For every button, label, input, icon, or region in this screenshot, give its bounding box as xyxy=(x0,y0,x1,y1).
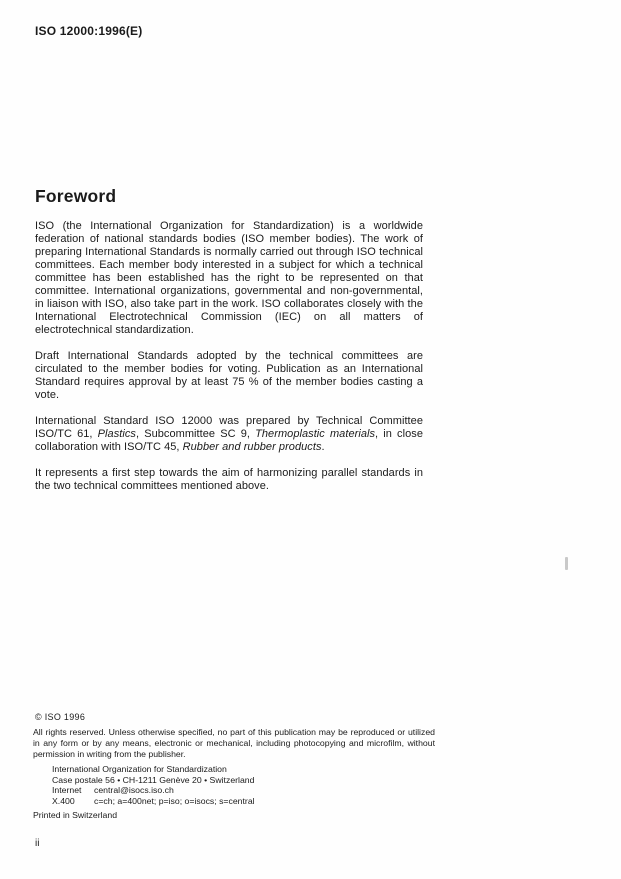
internet-email: central@isocs.iso.ch xyxy=(94,785,174,795)
foreword-body xyxy=(35,220,423,506)
committee-text-segment: , Subcommittee SC 9, xyxy=(135,428,256,440)
x400-address: c=ch; a=400net; p=iso; o=isocs; s=central xyxy=(94,795,255,806)
rights-statement: All rights reserved. Unless otherwise specified, no part of this publication may be reproduced or utilized in any form or by any means, electronic or mechanical, including photocopying and microfilm, without permission in writing from the publisher. xyxy=(33,727,435,759)
x400-label: X.400 xyxy=(52,795,75,806)
paragraph-committee xyxy=(35,415,423,454)
publisher-address-block xyxy=(52,764,255,806)
publisher-org-name: International Organization for Standardization xyxy=(52,764,227,774)
committee-text-segment: . xyxy=(321,441,325,453)
scan-artifact-mark xyxy=(565,557,568,570)
section-title: Foreword xyxy=(35,186,117,206)
publisher-x400-row xyxy=(52,796,255,807)
committee-name-plastics: Plastics xyxy=(97,428,136,440)
paragraph-harmonizing: It represents a first step towards the aim of harmonizing parallel standards in the two technical committees mentioned above. xyxy=(35,467,423,492)
paragraph-iso-intro: ISO (the International Organization for Standardization) is a worldwide federation of national standards bodies (ISO member bodies). The work of preparing International Standards is normally carried out through ISO technical committees. Each member body interested in a subject for which a technical committee has been established has the right to be represented on that committee. International organizations, governmental and non-governmental, in liaison with ISO, also take part in the work. ISO collaborates closely with the International Electrotechnical Commission (IEC) on all matters of electrotechnical standardization. xyxy=(35,220,423,336)
committee-text-segment: International Standard ISO 12000 was prepared by Technical Committee ISO/TC 61, xyxy=(35,415,423,440)
publisher-postal-address: Case postale 56 • CH-1211 Genève 20 • Switzerland xyxy=(52,774,255,785)
paragraph-draft-standards: Draft International Standards adopted by the technical committees are circulated to the member bodies for voting. Publication as an International Standard requires approval by at least 75 % of the member bodies casting a vote. xyxy=(35,350,423,401)
internet-label: Internet xyxy=(52,785,82,795)
printed-in-line: Printed in Switzerland xyxy=(33,810,118,820)
committee-name-rubber: Rubber and rubber products xyxy=(182,441,322,453)
document-reference: ISO 12000:1996(E) xyxy=(35,24,143,38)
subcommittee-name-thermoplastic: Thermoplastic materials xyxy=(255,428,376,440)
committee-text-segment: , in close collaboration with ISO/TC 45, xyxy=(35,428,423,453)
publisher-internet-row xyxy=(52,785,255,796)
copyright-notice: © ISO 1996 xyxy=(35,712,86,722)
page-number: ii xyxy=(35,838,40,849)
